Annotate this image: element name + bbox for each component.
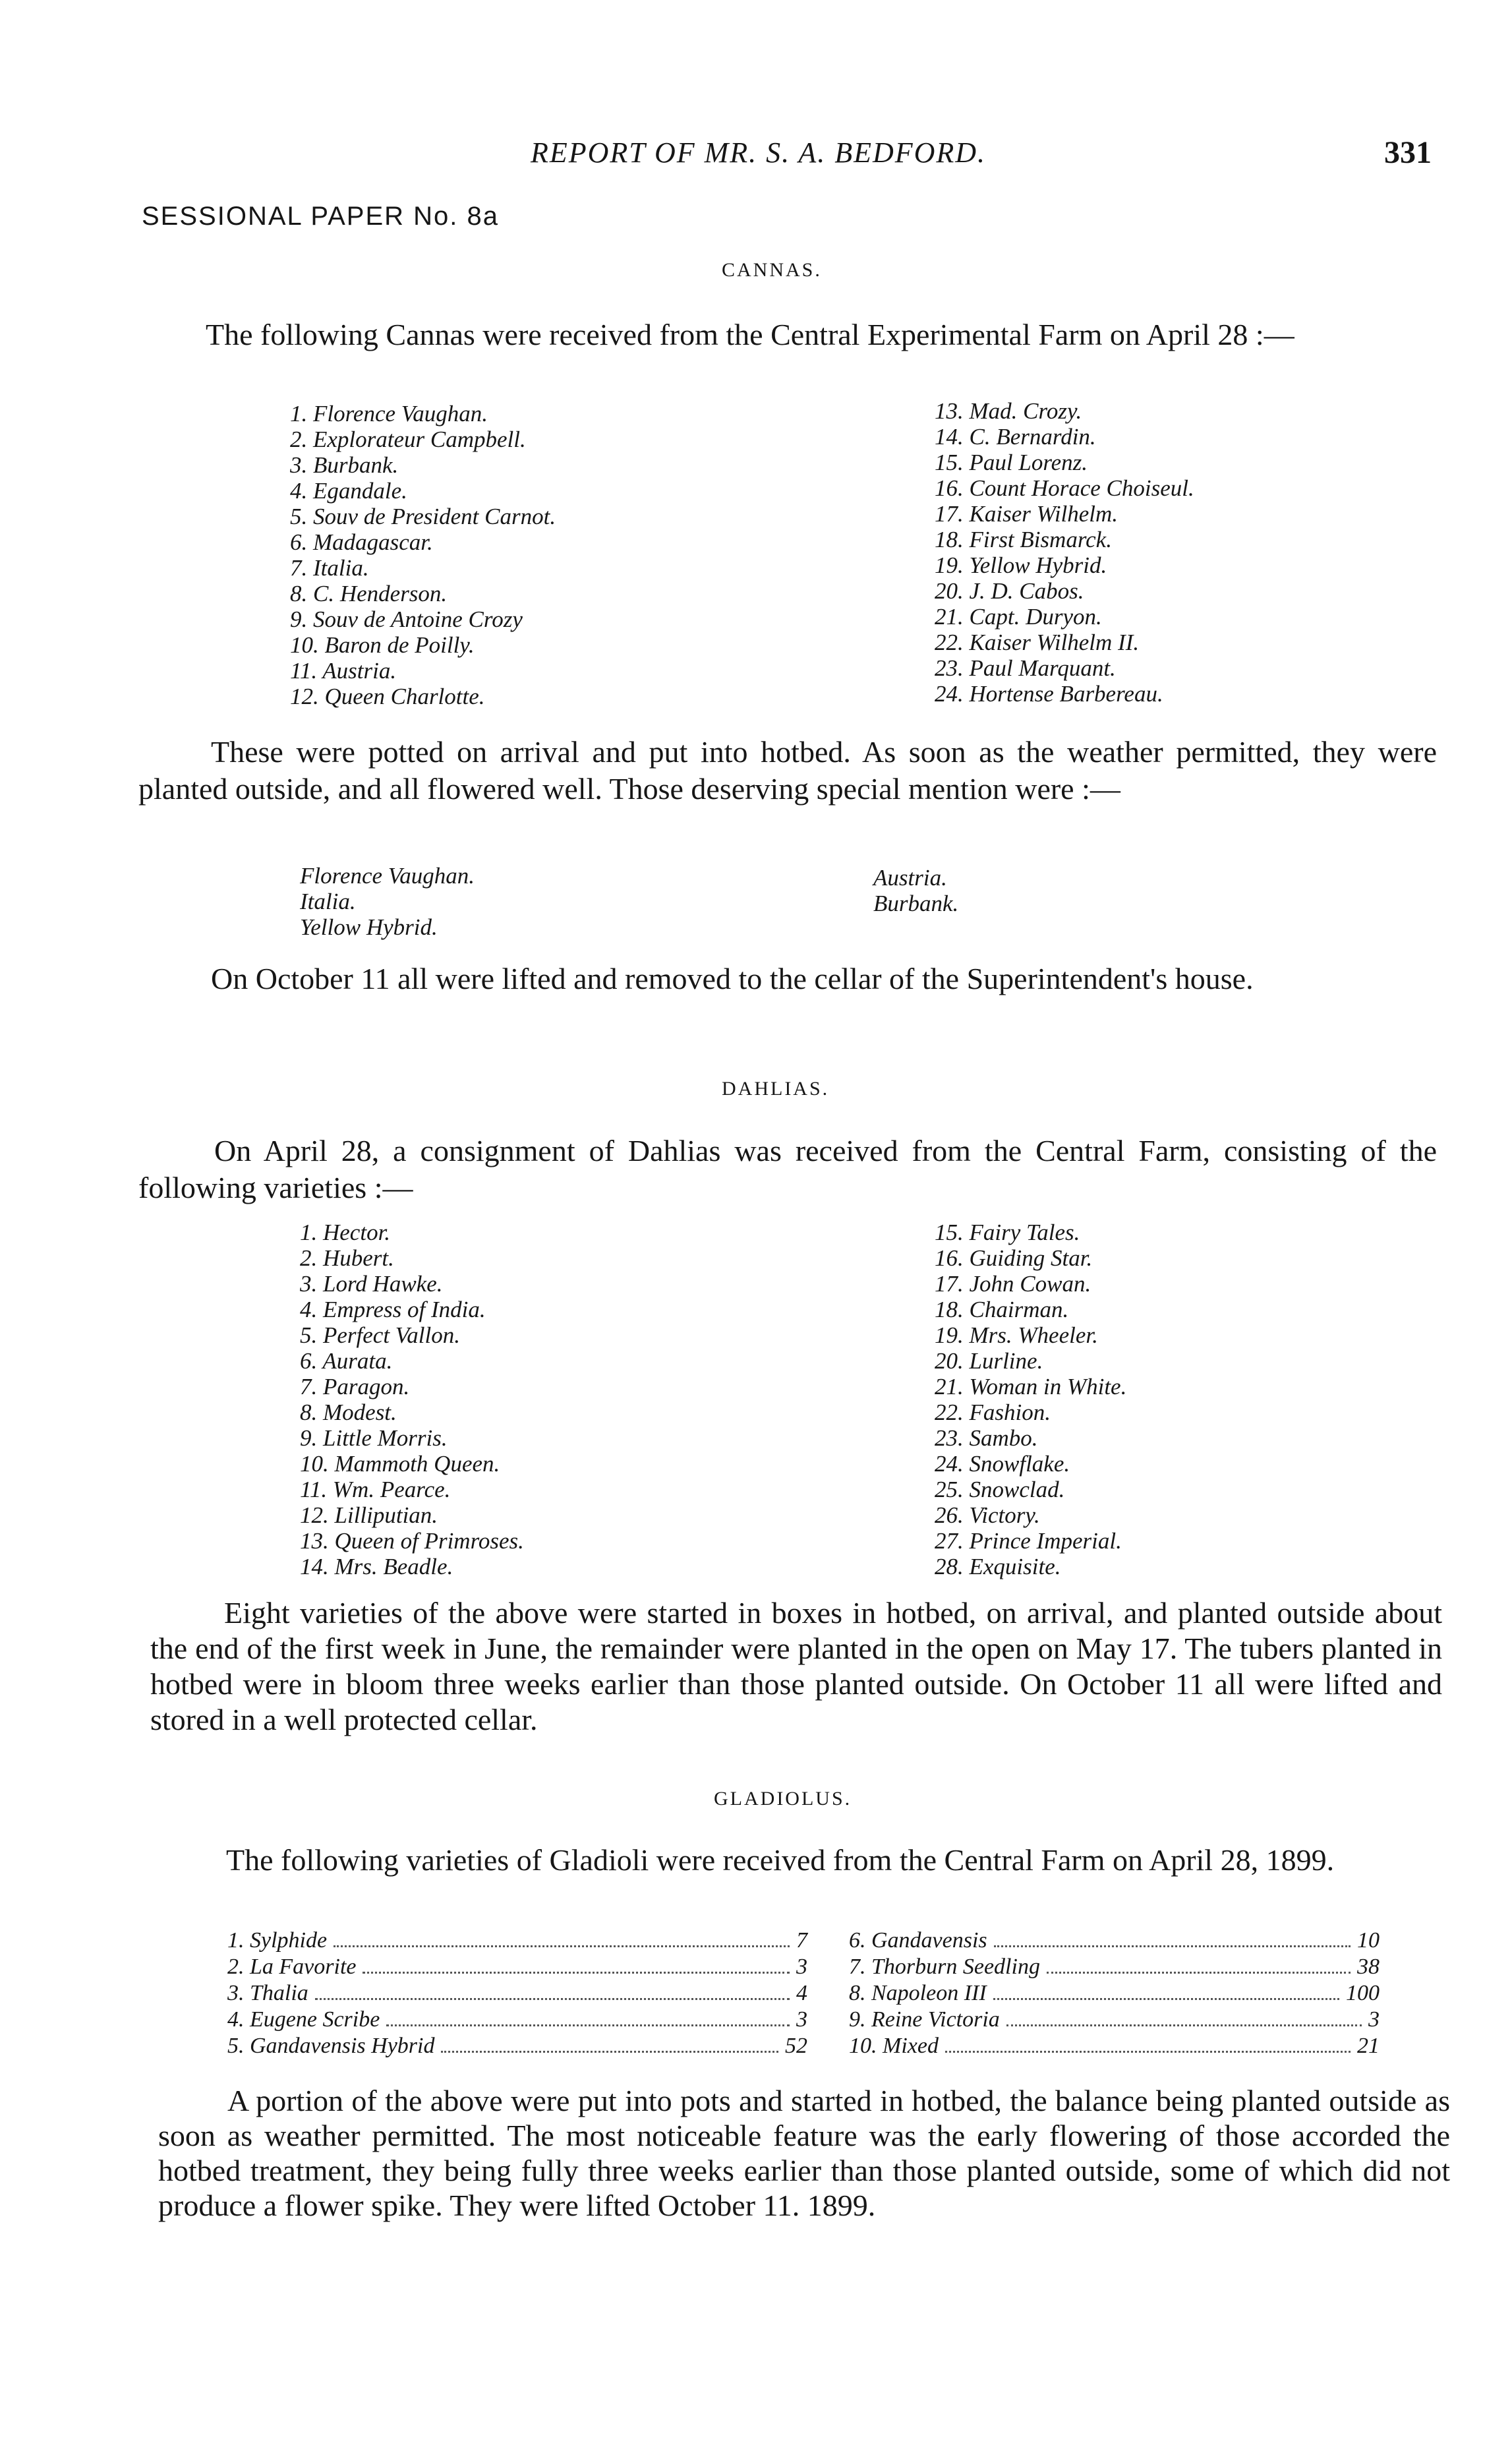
dot-leader xyxy=(945,2051,1351,2053)
list-item: 19. Yellow Hybrid. xyxy=(935,552,1107,578)
list-item xyxy=(227,2033,807,2059)
list-item xyxy=(849,1980,1380,2007)
list-item: 3. Lord Hawke. xyxy=(300,1271,443,1297)
gladiolus-intro-paragraph: The following varieties of Gladioli were received from the Central Farm on April 28, 1899. xyxy=(226,1843,1335,1877)
list-item: 23. Paul Marquant. xyxy=(935,655,1116,681)
list-item: 1. Hector. xyxy=(300,1220,391,1245)
list-item: 3. Burbank. xyxy=(290,452,399,478)
list-item: 13. Mad. Crozy. xyxy=(935,398,1082,424)
list-item xyxy=(849,2007,1380,2033)
running-head: REPORT OF MR. S. A. BEDFORD. xyxy=(531,136,987,169)
list-item: 16. Guiding Star. xyxy=(935,1245,1093,1271)
variety-quantity: 100 xyxy=(1346,1981,1380,2005)
page-number: 331 xyxy=(1384,135,1432,170)
cannas-list-left xyxy=(290,401,556,709)
variety-quantity: 21 xyxy=(1357,2034,1380,2058)
variety-name: 9. Reine Victoria xyxy=(849,2007,1000,2032)
variety-name: 2. La Favorite xyxy=(227,1955,357,1979)
list-item: 15. Fairy Tales. xyxy=(935,1220,1080,1245)
list-item: 12. Queen Charlotte. xyxy=(290,684,485,709)
dahlias-intro-paragraph: On April 28, a consignment of Dahlias was received from the Central Farm, consisting of the following varieties :— xyxy=(138,1134,1437,1204)
variety-name: 7. Thorburn Seedling xyxy=(849,1955,1040,1979)
list-item: Yellow Hybrid. xyxy=(300,914,438,940)
list-item xyxy=(849,1928,1380,1954)
list-item: 9. Souv de Antoine Crozy xyxy=(290,606,523,632)
variety-name: 3. Thalia xyxy=(227,1981,308,2005)
list-item: 23. Sambo. xyxy=(935,1425,1038,1451)
dahlias-heading: DAHLIAS. xyxy=(722,1078,830,1100)
list-item: 8. Modest. xyxy=(300,1399,397,1425)
list-item: 10. Mammoth Queen. xyxy=(300,1451,500,1477)
cannas-potted-paragraph: These were potted on arrival and put into hotbed. As soon as the weather permitted, they were planted outside, and all flowered well. Those deserving special mention were :— xyxy=(138,735,1437,806)
list-item: 28. Exquisite. xyxy=(935,1554,1061,1579)
gladiolus-heading: GLADIOLUS. xyxy=(714,1788,852,1810)
list-item xyxy=(849,1954,1380,1980)
list-item xyxy=(227,2007,807,2033)
dot-leader xyxy=(993,1998,1339,2000)
list-item: Italia. xyxy=(300,889,356,914)
list-item: 2. Explorateur Campbell. xyxy=(290,427,526,452)
list-item xyxy=(227,1928,807,1954)
list-item: 21. Capt. Duryon. xyxy=(935,604,1102,630)
dot-leader xyxy=(441,2051,778,2053)
dahlias-list-left xyxy=(300,1220,524,1579)
list-item: 6. Madagascar. xyxy=(290,529,433,555)
list-item: 7. Italia. xyxy=(290,555,369,581)
variety-quantity: 3 xyxy=(796,2007,807,2032)
list-item: 18. First Bismarck. xyxy=(935,527,1112,552)
list-item: 4. Egandale. xyxy=(290,478,407,504)
variety-quantity: 52 xyxy=(785,2034,807,2058)
dot-leader xyxy=(1047,1972,1351,1974)
variety-quantity: 4 xyxy=(796,1981,807,2005)
list-item: Florence Vaughan. xyxy=(300,863,475,889)
gladiolus-list-left xyxy=(227,1928,807,2059)
cannas-heading: CANNAS. xyxy=(722,259,822,281)
list-item: 24. Hortense Barbereau. xyxy=(935,681,1163,707)
dot-leader xyxy=(994,1945,1351,1947)
dot-leader xyxy=(363,1972,790,1974)
list-item: 10. Baron de Poilly. xyxy=(290,632,475,658)
cannas-october-paragraph: On October 11 all were lifted and removed to the cellar of the Superintendent's house. xyxy=(211,962,1254,995)
dot-leader xyxy=(386,2024,790,2026)
dot-leader xyxy=(334,1945,790,1947)
list-item: 22. Fashion. xyxy=(935,1399,1051,1425)
list-item xyxy=(849,2033,1380,2059)
variety-name: 4. Eugene Scribe xyxy=(227,2007,380,2032)
variety-name: 8. Napoleon III xyxy=(849,1981,987,2005)
dot-leader xyxy=(1006,2024,1362,2026)
cannas-special-left xyxy=(300,863,475,940)
cannas-special-right xyxy=(873,865,958,916)
list-item: 6. Aurata. xyxy=(300,1348,393,1374)
cannas-list-right xyxy=(935,398,1194,707)
gladiolus-list-right xyxy=(849,1928,1380,2059)
sessional-paper-label: SESSIONAL PAPER No. 8a xyxy=(142,202,499,231)
variety-name: 5. Gandavensis Hybrid xyxy=(227,2034,435,2058)
dot-leader xyxy=(315,1998,790,2000)
variety-quantity: 10 xyxy=(1357,1928,1380,1953)
list-item: 5. Perfect Vallon. xyxy=(300,1322,461,1348)
list-item: 15. Paul Lorenz. xyxy=(935,450,1088,475)
list-item xyxy=(227,1980,807,2007)
list-item: 18. Chairman. xyxy=(935,1297,1069,1322)
list-item: 13. Queen of Primroses. xyxy=(300,1528,524,1554)
list-item: 19. Mrs. Wheeler. xyxy=(935,1322,1098,1348)
list-item: 17. Kaiser Wilhelm. xyxy=(935,501,1119,527)
list-item: 5. Souv de President Carnot. xyxy=(290,504,556,529)
list-item: 17. John Cowan. xyxy=(935,1271,1091,1297)
list-item: 20. Lurline. xyxy=(935,1348,1043,1374)
list-item: 12. Lilliputian. xyxy=(300,1502,438,1528)
list-item: 14. Mrs. Beadle. xyxy=(300,1554,453,1579)
variety-name: 6. Gandavensis xyxy=(849,1928,987,1953)
dahlias-list-right xyxy=(935,1220,1126,1579)
variety-quantity: 7 xyxy=(796,1928,807,1953)
variety-quantity: 38 xyxy=(1357,1955,1380,1979)
list-item: Burbank. xyxy=(873,891,959,916)
variety-name: 10. Mixed xyxy=(849,2034,939,2058)
list-item xyxy=(227,1954,807,1980)
list-item: 1. Florence Vaughan. xyxy=(290,401,488,427)
list-item: 16. Count Horace Choiseul. xyxy=(935,475,1194,501)
variety-quantity: 3 xyxy=(1368,2007,1380,2032)
list-item: 25. Snowclad. xyxy=(935,1477,1065,1502)
list-item: 7. Paragon. xyxy=(300,1374,410,1399)
list-item: 4. Empress of India. xyxy=(300,1297,486,1322)
list-item: 22. Kaiser Wilhelm II. xyxy=(935,630,1140,655)
variety-name: 1. Sylphide xyxy=(227,1928,328,1953)
list-item: 26. Victory. xyxy=(935,1502,1040,1528)
list-item: 9. Little Morris. xyxy=(300,1425,448,1451)
cannas-intro-paragraph: The following Cannas were received from the Central Experimental Farm on April 28 :— xyxy=(206,318,1294,351)
variety-quantity: 3 xyxy=(796,1955,807,1979)
list-item: 21. Woman in White. xyxy=(935,1374,1127,1399)
list-item: 11. Wm. Pearce. xyxy=(300,1477,451,1502)
list-item: 24. Snowflake. xyxy=(935,1451,1070,1477)
list-item: 14. C. Bernardin. xyxy=(935,424,1096,450)
list-item: 27. Prince Imperial. xyxy=(935,1528,1122,1554)
list-item: 11. Austria. xyxy=(290,658,397,684)
dahlias-eight-varieties-paragraph: Eight varieties of the above were started in boxes in hotbed, on arrival, and planted outside about the end of the first week in June, the remainder were planted in the open on May 17. The tubers planted in hotbed were in bloom three weeks earlier than those planted outside. On October 11 all were lifted and stored in a well protected cellar. xyxy=(150,1596,1442,1736)
list-item: 20. J. D. Cabos. xyxy=(935,578,1084,604)
gladiolus-portion-paragraph: A portion of the above were put into pots and started in hotbed, the balance being planted outside as soon as weather permitted. The most noticeable feature was the early flowering of those accorded the hotbed treatment, they being fully three weeks earlier than those planted outside, some of which did not produce a flower spike. They were lifted October 11. 1899. xyxy=(158,2084,1450,2222)
list-item: 2. Hubert. xyxy=(300,1245,394,1271)
list-item: Austria. xyxy=(873,865,947,891)
list-item: 8. C. Henderson. xyxy=(290,581,448,606)
